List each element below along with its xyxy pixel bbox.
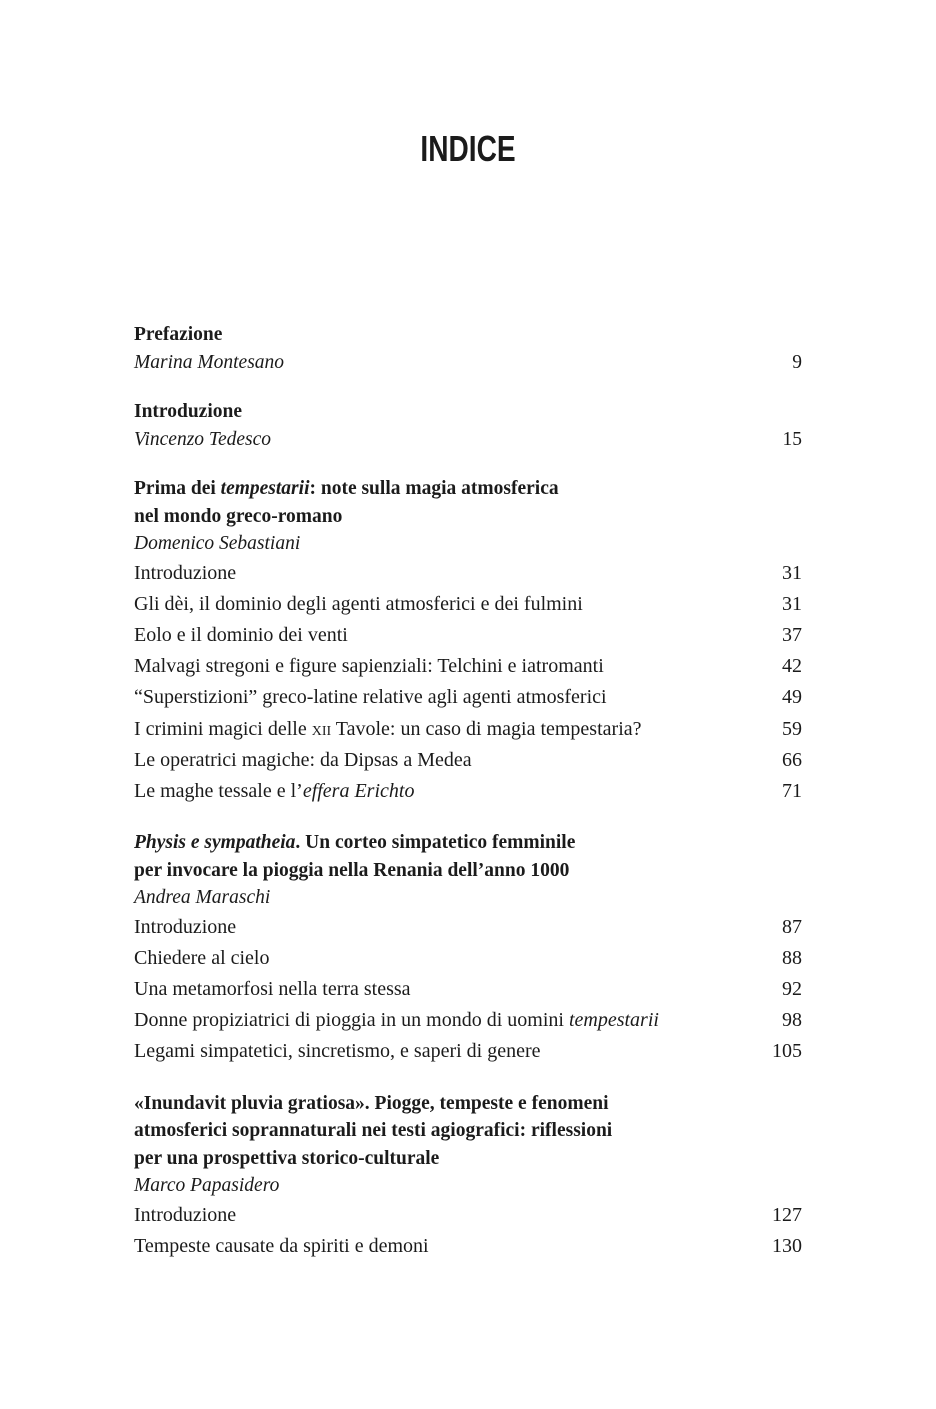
section-author-row	[134, 1172, 802, 1200]
toc-entry	[134, 1036, 802, 1067]
section-author-row	[134, 426, 802, 454]
section-author-row	[134, 530, 802, 558]
page-number: 42	[782, 655, 802, 678]
page-number: 15	[782, 428, 802, 450]
text-part: Introduzione	[134, 401, 242, 422]
text-part: Donne propiziatrici di pioggia in un mondo di uomini	[134, 1009, 569, 1032]
page-number: 88	[782, 946, 802, 969]
toc-entry	[134, 1231, 802, 1262]
table-of-contents	[134, 321, 802, 1284]
page-number: 66	[782, 748, 802, 771]
section-title-line	[134, 321, 802, 349]
text-part: Eolo e il dominio dei venti	[134, 623, 348, 646]
toc-entry	[134, 943, 802, 974]
page-number: 98	[782, 1009, 802, 1032]
text-part: Malvagi stregoni e figure sapienziali: Telchini e iatromanti	[134, 655, 604, 678]
entry-title	[134, 714, 642, 745]
toc-entry	[134, 776, 802, 807]
section-author: Marco Papasidero	[134, 1175, 280, 1197]
section-title-line	[134, 1117, 802, 1145]
text-part: . Un corteo simpatetico femminile	[295, 832, 576, 854]
text-part: Le maghe tessale e l’	[134, 779, 303, 802]
section-title-line	[134, 1145, 802, 1173]
section-author-row	[134, 349, 802, 377]
page-number: 130	[772, 1234, 802, 1257]
text-part: Tavole: un caso di magia tempestaria?	[331, 717, 642, 740]
page-number: 49	[782, 686, 802, 709]
entry-title	[134, 776, 414, 807]
text-part: Prima dei	[134, 478, 221, 499]
entry-title	[134, 1200, 236, 1231]
entry-title	[134, 1036, 541, 1067]
text-part: Prefazione	[134, 324, 223, 345]
text-part: nel mondo greco-romano	[134, 505, 343, 527]
text-part: tempestarii	[568, 1009, 659, 1032]
toc-section	[134, 1090, 802, 1262]
text-part: Legami simpatetici, sincretismo, e saperi di genere	[134, 1040, 541, 1063]
text-part: I crimini magici delle	[134, 717, 312, 740]
toc-entry	[134, 1200, 802, 1231]
text-part: Introduzione	[134, 915, 237, 938]
entry-title	[134, 589, 583, 620]
text-part: Una metamorfosi nella terra stessa	[134, 978, 411, 1001]
entry-title	[134, 682, 607, 713]
page-number: 9	[792, 351, 802, 373]
toc-section	[134, 398, 802, 453]
text-part: per invocare la pioggia nella Renania dell’anno 1000	[134, 859, 570, 881]
toc-entry	[134, 1005, 802, 1036]
toc-entry	[134, 620, 802, 651]
section-author: Andrea Maraschi	[134, 887, 271, 909]
page-number: 37	[782, 623, 802, 646]
text-part: tempestarii	[220, 478, 310, 499]
page-number: 59	[782, 717, 802, 740]
section-title-line	[134, 475, 802, 503]
text-part: Physis e sympatheia	[134, 832, 296, 854]
section-author: Marina Montesano	[134, 351, 285, 373]
toc-section	[134, 829, 802, 1068]
entry-title	[134, 912, 236, 943]
page-number: 92	[782, 978, 802, 1001]
section-author-row	[134, 884, 802, 912]
section-title-line	[134, 857, 802, 885]
text-part: “Superstizioni” greco-latine relative agli agenti atmosferici	[134, 686, 607, 709]
text-part: Gli dèi, il dominio degli agenti atmosferici e dei fulmini	[134, 592, 583, 615]
section-author: Domenico Sebastiani	[134, 533, 301, 554]
entry-title	[134, 651, 604, 682]
toc-entry	[134, 974, 802, 1005]
page-number: 87	[782, 915, 802, 938]
section-title-line	[134, 398, 802, 426]
text-part: Introduzione	[134, 1203, 237, 1226]
page-number: 105	[772, 1040, 802, 1063]
entry-title	[134, 745, 472, 776]
toc-section	[134, 475, 802, 807]
entry-title	[134, 1231, 429, 1262]
text-part: «Inundavit pluvia gratiosa». Piogge, tempeste e fenomeni	[134, 1092, 609, 1114]
toc-entry	[134, 558, 802, 589]
toc-section	[134, 321, 802, 376]
toc-entry	[134, 682, 802, 713]
toc-entry	[134, 912, 802, 943]
toc-entry	[134, 589, 802, 620]
page-number: 31	[782, 561, 802, 584]
page-title: INDICE	[420, 128, 516, 169]
toc-entry	[134, 651, 802, 682]
entry-title	[134, 974, 411, 1005]
text-part: Tempeste causate da spiriti e demoni	[134, 1234, 429, 1257]
page-number: 31	[782, 592, 802, 615]
page-number: 127	[772, 1203, 802, 1226]
text-part: Le operatrici magiche: da Dipsas a Medea	[134, 748, 472, 771]
entry-title	[134, 620, 348, 651]
section-title-line	[134, 1090, 802, 1118]
section-title-line	[134, 503, 802, 531]
entry-title	[134, 1005, 659, 1036]
page-number: 71	[782, 779, 802, 802]
text-part: Introduzione	[134, 561, 237, 584]
section-title-line	[134, 829, 802, 857]
entry-title	[134, 943, 270, 974]
text-part: : note sulla magia atmosferica	[309, 478, 559, 499]
text-part: per una prospettiva storico-culturale	[134, 1147, 440, 1169]
text-part: atmosferici soprannaturali nei testi agiografici: riflessioni	[134, 1120, 613, 1142]
toc-entry	[134, 745, 802, 776]
text-part: effera Erichto	[302, 779, 415, 802]
text-part: Chiedere al cielo	[134, 946, 270, 969]
section-author: Vincenzo Tedesco	[134, 428, 272, 450]
text-part: xii	[311, 717, 332, 740]
entry-title	[134, 558, 236, 589]
toc-entry	[134, 714, 802, 745]
